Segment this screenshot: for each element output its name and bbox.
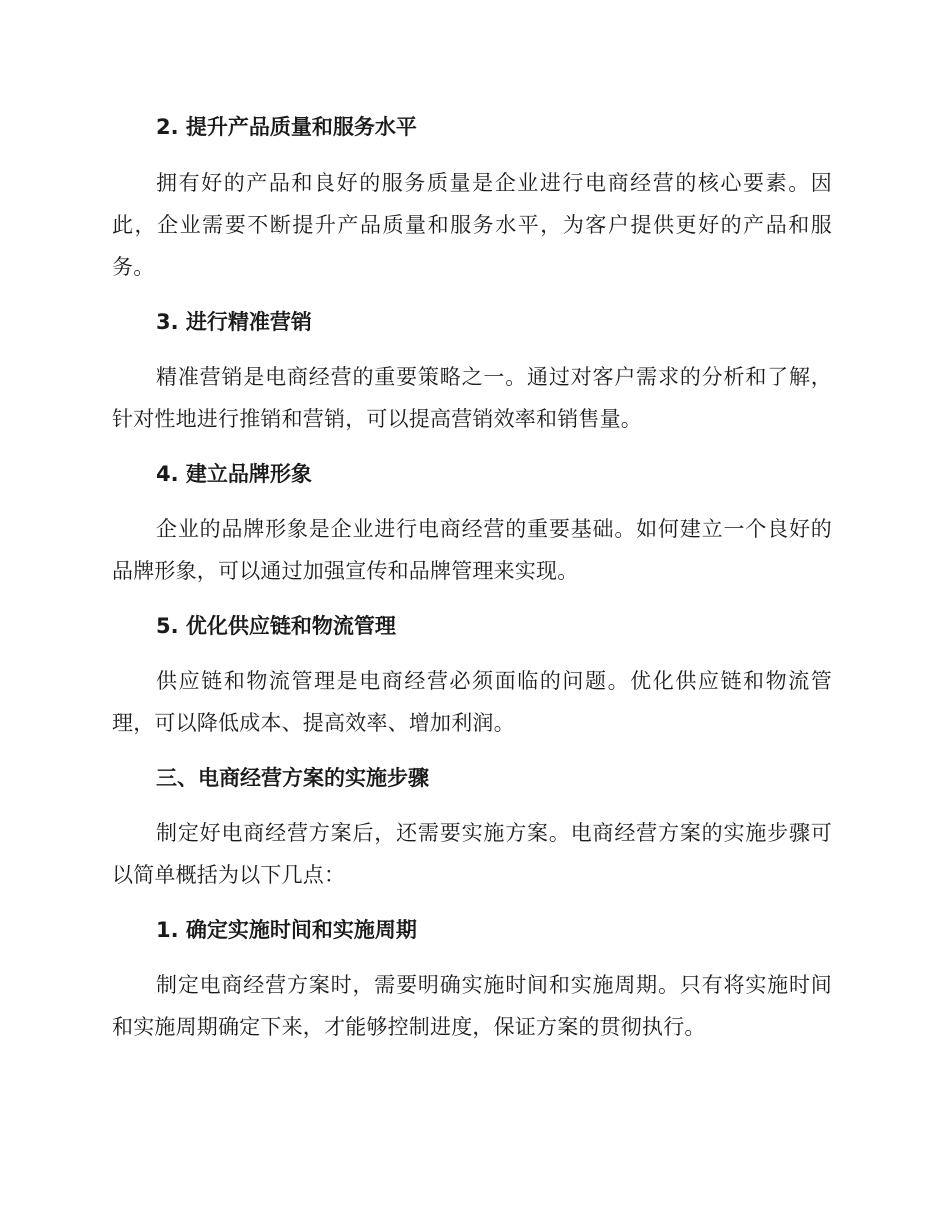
section-heading: 2. 提升产品质量和服务水平 [156, 115, 417, 139]
section-paragraph: 企业的品牌形象是企业进行电商经营的重要基础。如何建立一个良好的品牌形象，可以通过加强宣传和品牌管理来实现。 [112, 517, 832, 583]
section-paragraph: 供应链和物流管理是电商经营必须面临的问题。优化供应链和物流管理，可以降低成本、提高效率、增加利润。 [112, 669, 832, 735]
section-heading: 5. 优化供应链和物流管理 [156, 614, 396, 638]
section-paragraph: 拥有好的产品和良好的服务质量是企业进行电商经营的核心要素。因此，企业需要不断提升产品质量和服务水平，为客户提供更好的产品和服务。 [112, 171, 832, 279]
section-heading: 1. 确定实施时间和实施周期 [156, 918, 417, 942]
section-paragraph: 制定电商经营方案时，需要明确实施时间和实施周期。只有将实施时间和实施周期确定下来，才能够控制进度，保证方案的贯彻执行。 [112, 973, 832, 1039]
chapter-heading: 三、电商经营方案的实施步骤 [156, 766, 429, 790]
section-heading: 4. 建立品牌形象 [156, 462, 312, 486]
section-paragraph: 制定好电商经营方案后，还需要实施方案。电商经营方案的实施步骤可以简单概括为以下几点： [112, 821, 832, 887]
section-heading: 3. 进行精准营销 [156, 310, 312, 334]
section-paragraph: 精准营销是电商经营的重要策略之一。通过对客户需求的分析和了解，针对性地进行推销和营销，可以提高营销效率和销售量。 [112, 365, 832, 431]
